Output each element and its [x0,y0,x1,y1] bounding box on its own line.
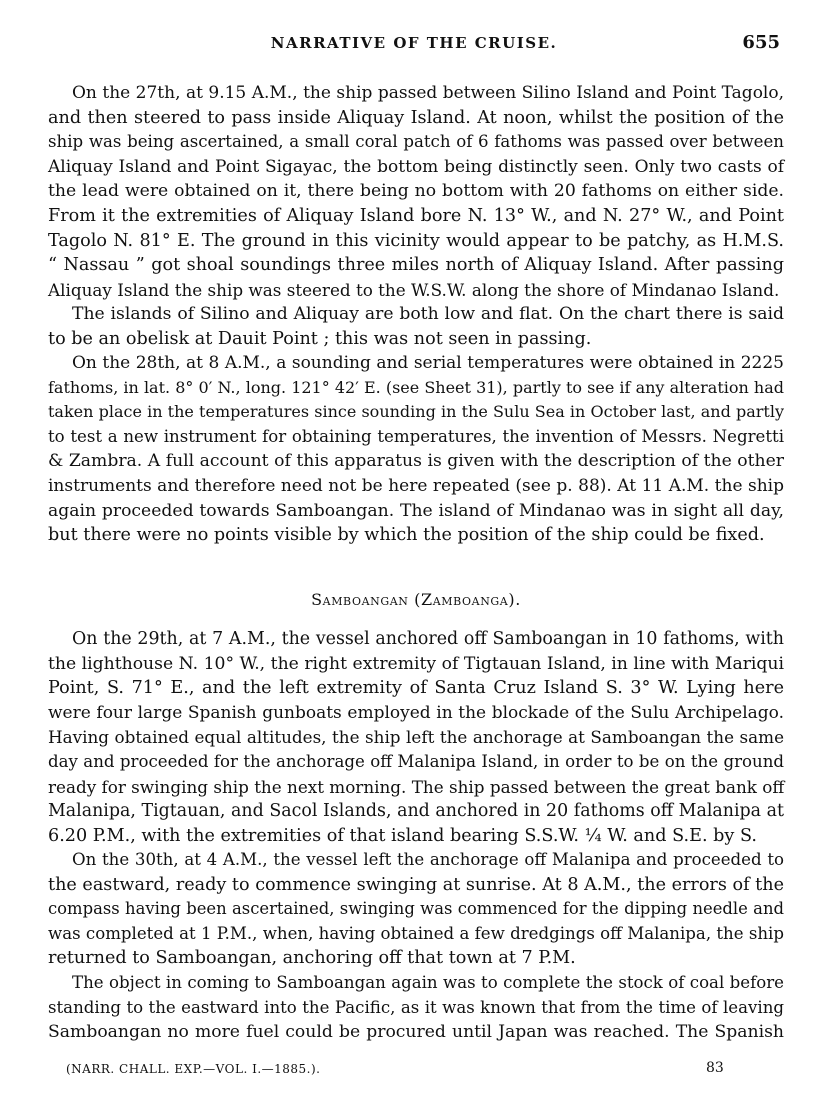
text-line: to be an obelisk at Dauit Point ; this was not seen in passing. [48,328,592,349]
text-line: day and proceeded for the anchorage off Malanipa Island, in order to be on the ground [48,751,784,771]
text-line: was completed at 1 P.M., when, having obtained a few dredgings off Malanipa, the ship [48,923,784,943]
text-line: to test a new instrument for obtaining temperatures, the invention of Messrs. Negretti [48,426,784,446]
signature-mark: (NARR. CHALL. EXP.—VOL. I.—1885.). [66,1062,321,1076]
text-line: the lighthouse N. 10° W., the right extremity of Tigtauan Island, in line with Mariqui [48,653,784,674]
text-line: but there were no points visible by which the position of the ship could be fixed. [48,525,765,546]
text-line: The islands of Silino and Aliquay are both low and flat. On the chart there is said [72,304,784,324]
page-header [48,34,780,60]
paragraph-27th [48,81,784,302]
paragraph-29th [48,627,784,848]
paragraph-28th [48,351,784,548]
text-line: “ Nassau ” got shoal soundings three miles north of Aliquay Island. After passing [48,255,784,276]
text-line: Tagolo N. 81° E. The ground in this vicinity would appear to be patchy, as H.M.S. [48,230,784,251]
text-line: and then steered to pass inside Aliquay Island. At noon, whilst the position of the [48,107,784,128]
paragraph-coal [48,971,784,1045]
text-line: Having obtained equal altitudes, the ship left the anchorage at Samboangan the same [48,727,784,748]
text-line: the lead were obtained on it, there being no bottom with 20 fathoms on either side. [48,181,784,202]
text-line: Aliquay Island and Point Sigayac, the bottom being distinctly seen. Only two casts of [48,156,784,177]
paragraph-islands [48,302,784,351]
text-line: taken place in the temperatures since sounding in the Sulu Sea in October last, and partly [48,402,784,422]
text-line: returned to Samboangan, anchoring off that town at 7 P.M. [48,948,576,969]
text-line: ready for swinging ship the next morning. The ship passed between the great bank off [48,776,785,797]
text-line: The object in coming to Samboangan again was to complete the stock of coal before [72,973,784,992]
text-line: On the 28th, at 8 A.M., a sounding and serial temperatures were obtained in 2225 [72,353,784,373]
text-line: were four large Spanish gunboats employed in the blockade of the Sulu Archipelago. [48,702,784,723]
text-line: again proceeded towards Samboangan. The island of Mindanao was in sight all day, [48,500,784,521]
text-line: ship was being ascertained, a small coral patch of 6 fathoms was passed over between [48,132,784,152]
text-line: instruments and therefore need not be here repeated (see p. 88). At 11 A.M. the ship [48,475,784,496]
text-line: fathoms, in lat. 8° 0′ N., long. 121° 42′ E. (see Sheet 31), partly to see if any alteration had [48,377,784,397]
text-line: the eastward, ready to commence swinging at sunrise. At 8 A.M., the errors of the [48,874,784,895]
text-line: Aliquay Island the ship was steered to the W.S.W. along the shore of Mindanao Island. [48,279,780,300]
text-line: Malanipa, Tigtauan, and Sacol Islands, and anchored in 20 fathoms off Malanipa at [48,801,784,822]
text-line: standing to the eastward into the Pacific, as it was known that from the time of leaving [48,997,784,1017]
text-line: compass having been ascertained, swinging was commenced for the dipping needle and [48,899,784,919]
page-number: 655 [742,32,780,53]
text-line: & Zambra. A full account of this apparatus is given with the description of the other [48,451,784,472]
text-line: Samboangan no more fuel could be procured until Japan was reached. The Spanish [48,1022,784,1043]
running-head: NARRATIVE OF THE CRUISE. [270,34,558,52]
signature-number: 83 [706,1060,724,1076]
paragraph-30th [48,848,784,971]
text-line: From it the extremities of Aliquay Island bore N. 13° W., and N. 27° W., and Point [48,205,784,226]
section-heading: Samboangan (Zamboanga). [311,590,521,609]
text-line: On the 30th, at 4 A.M., the vessel left the anchorage off Malanipa and proceeded to [72,850,784,869]
text-line: On the 29th, at 7 A.M., the vessel anchored off Samboangan in 10 fathoms, with [72,629,784,649]
text-line: Point, S. 71° E., and the left extremity of Santa Cruz Island S. 3° W. Lying here [48,678,784,699]
text-line: 6.20 P.M., with the extremities of that island bearing S.S.W. ¼ W. and S.E. by S. [48,825,757,846]
text-line: On the 27th, at 9.15 A.M., the ship passed between Silino Island and Point Tagolo, [72,83,784,103]
